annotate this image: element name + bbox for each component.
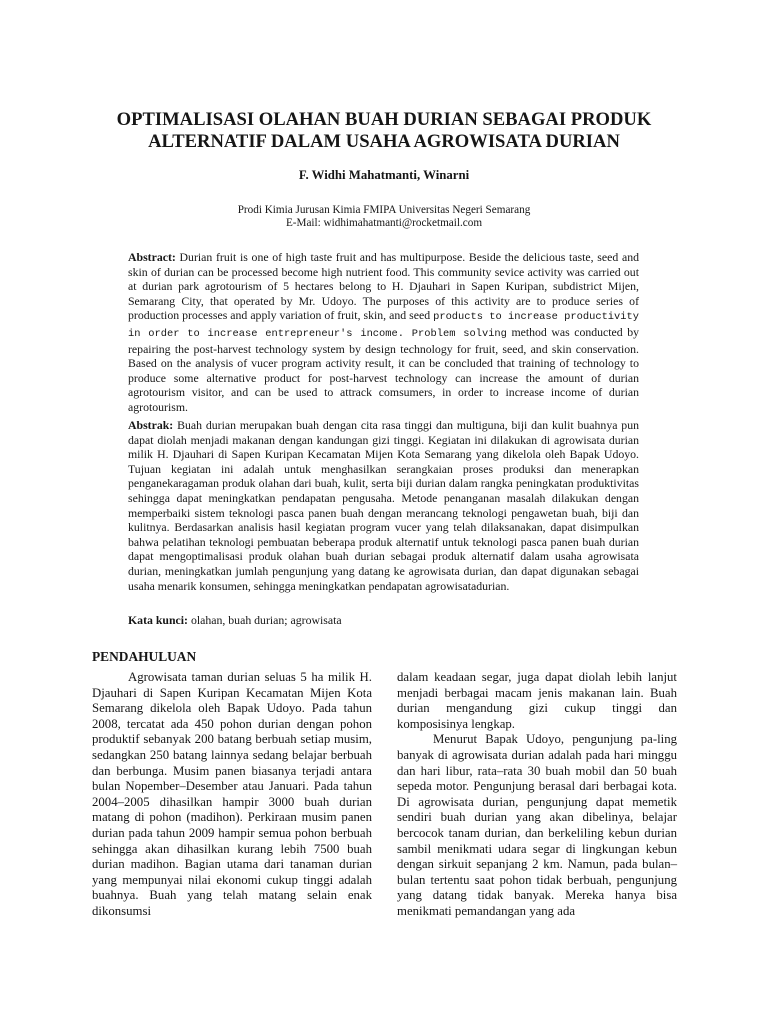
body-paragraph: Agrowisata taman durian seluas 5 ha milik H. Djauhari di Sapen Kuripan Kecamatan Mijen Kota Semarang dikelola oleh Bapak Udoyo. Pada tahun 2008, tercatat ada 450 pohon durian dengan pohon produktif sebanyak 200 batang berbuah setiap musim, sedangkan 250 batang lainnya sedang belajar berbuah dan berbunga. Musim panen biasanya terjadi antara bulan Nopember–Desember atau Januari. Pada tahun 2004–2005 dihasilkan hampir 3000 buah durian matang di pohon (madihon). Perkiraan musim panen durian pada tahun 2009 hampir semua pohon berbuah sehingga akan dihasilkan kurang lebih 7500 buah durian madihon. Bagian utama dari tanaman durian yang mempunyai nilai ekonomi cukup tinggi adalah buahnya. Buah yang telah matang selain enak dikonsumsi [92, 670, 372, 918]
affiliation [60, 204, 708, 230]
keywords [128, 613, 639, 628]
author-email: E-Mail: widhimahatmanti@rocketmail.com [285, 217, 483, 229]
keywords-label: Kata kunci: [128, 613, 188, 627]
abstrak-text: Buah durian merupakan buah dengan cita rasa tinggi dan multiguna, biji dan kulit buahnya pun dapat diolah menjadi makanan dengan kandungan gizi tinggi. Kegiatan ini dilakukan di agrowisata durian milik H. Djauhari di Sapen Kuripan Kecamatan Mijen Kota Semarang yang dikelola oleh Bapak Udoyo. Tujuan kegiatan ini adalah untuk menghasilkan serangkaian proses produksi dan menerapkan penganekaragaman produk olahan dari buah, kulit, serta biji durian dalam rangka peningkatan produktivitas sehingga dapat meningkatkan pendapatan pengusaha. Metode penanganan masalah dilakukan dengan memperbaiki sistem teknologi pasca panen buah dengan merancang teknologi pengawetan buah, biji dan kulitnya. Berdasarkan analisis hasil kegiatan program vucer yang telah dilaksanakan, dapat disimpulkan bahwa pelatihan teknologi pembuatan beberapa produk alternatif untuk teknologi pasca panen buah durian dapat mengoptimalisasi produk olahan buah durian sebagai produk alternatif dalam usaha agrowisata durian, meningkatkan jumlah pengunjung yang datang ke agrowisata durian, dan dapat digunakan sebagai usaha menarik konsumen, sehingga meningkatkan pendapatan agrowisatadurian. [128, 418, 640, 593]
title-line-2: ALTERNATIF DALAM USAHA AGROWISATA DURIAN [148, 131, 620, 152]
keywords-text: olahan, buah durian; agrowisata [190, 613, 342, 627]
title-line-1: OPTIMALISASI OLAHAN BUAH DURIAN SEBAGAI PRODUK [116, 109, 652, 130]
body-paragraph: Menurut Bapak Udoyo, pengunjung pa-ling banyak di agrowisata durian adalah pada hari minggu dan hari libur, rata–rata 30 buah mobil dan 50 buah sepeda motor. Pengunjung berasal dari berbagai kota. Di agrowisata durian, pengunjung dapat memetik sendiri buah durian yang akan dibelinya, belajar bercocok tanam durian, dan berkeliling kebun durian sambil menikmati udara segar di lingkungan kebun dengan sirkuit sepanjang 2 km. Namun, pada bulan–bulan tertentu saat pohon tidak berbuah, pengunjung yang datang tidak banyak. Mereka hanya bisa menikmati pemandangan yang ada [397, 732, 677, 918]
affiliation-line: Prodi Kimia Jurusan Kimia FMIPA Universitas Negeri Semarang [237, 204, 531, 216]
body-column-left [92, 670, 372, 920]
body-paragraph-continued: dalam keadaan segar, juga dapat diolah lebih lanjut menjadi berbagai macam jenis makanan lain. Buah durian mengandung gizi cukup tinggi dan komposisinya lengkap. [397, 670, 677, 731]
abstrak-label: Abstrak: [128, 418, 174, 432]
section-heading-pendahuluan: PENDAHULUAN [92, 649, 197, 664]
abstract-english [128, 250, 639, 415]
abstract-text-part2: method was conducted by repairing the post-harvest technology system by design technology for fruit, seed, and skin conservation. Based on the analysis of vucer program activity result, it can be concluded that training of technology to produce some alternative product for post-harvest technology can increase the amount of durian agrotourism visitor, and can be used to attrack comsumers, in order to increase income of durian agrotourism. [128, 324, 640, 414]
body-column-right [397, 670, 677, 920]
abstract-text-mono: products to increase productivity in order to increase entrepreneur's income. Problem solving [128, 311, 639, 340]
paper-title [60, 109, 708, 153]
abstract-label: Abstract: [128, 250, 176, 264]
abstract-indonesian [128, 418, 639, 593]
authors: F. Widhi Mahatmanti, Winarni [298, 168, 470, 182]
abstract-text-part1: Durian fruit is one of high taste fruit and has multipurpose. Beside the delicious taste, seed and skin of durian can be processed become high nutrient food. This community sevice activity was carried out at durian park agrotourism of 5 hectares belong to H. Djauhari in Sapen Kuripan, subdistrict Mijen, Semarang City, that operated by Mr. Udoyo. The purposes of this activity are to produce series of production processes and apply variation of fruit, skin, and seed [128, 250, 639, 323]
